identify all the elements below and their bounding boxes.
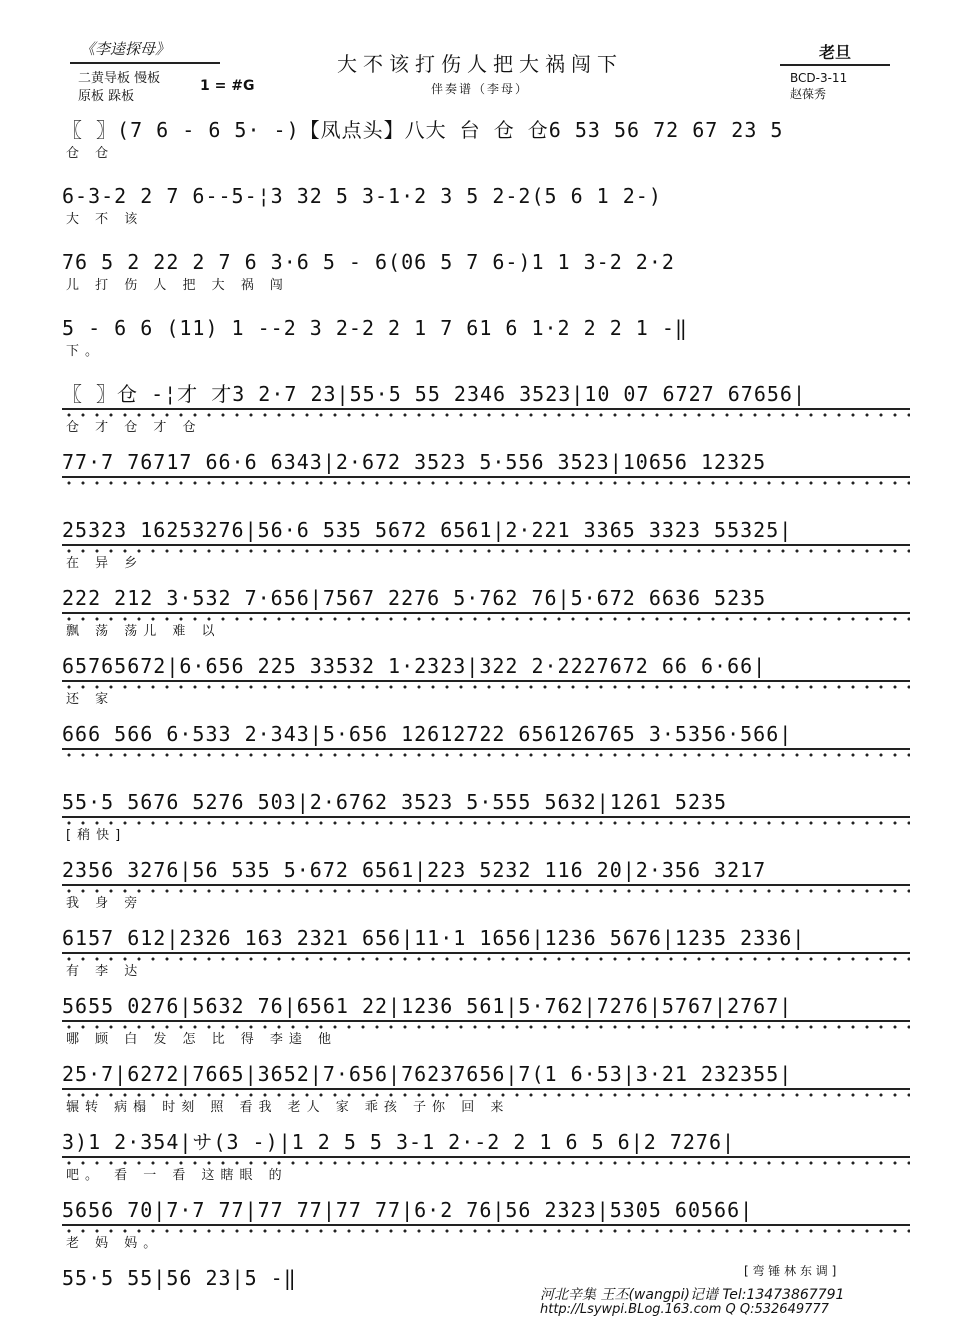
score-line xyxy=(62,1056,910,1118)
notation-row: 65765672|6·656 225 33532 1·2323|322 2·2227672 66 6·66| xyxy=(62,648,910,682)
lyrics-row xyxy=(62,486,910,506)
score-line xyxy=(62,716,910,778)
score-line xyxy=(62,376,910,438)
key-signature: 1 = #G xyxy=(200,78,255,94)
score-line xyxy=(62,1192,910,1254)
score-line xyxy=(62,512,910,574)
contact-credit: http://Lsywpi.BLog.163.com Q Q:532649777 xyxy=(540,1302,829,1317)
lyrics-row: 我 身 旁 xyxy=(66,896,144,911)
notation-row: 3)1 2·354|サ(3 -)|1 2 5 5 3-1 2·-2 2 1 6 5 6|2 7276| xyxy=(62,1124,910,1158)
lyrics-row: 老 妈 妈。 xyxy=(66,1236,163,1251)
lyrics-row: 大 不 该 xyxy=(66,212,144,227)
notation-row: 55·5 5676 5276 503|2·6762 3523 5·555 5632|1261 5235 xyxy=(62,784,910,818)
lyrics-row: 有 李 达 xyxy=(66,964,144,979)
score-line xyxy=(62,112,910,164)
piece-title: 大不该打伤人把大祸闯下 xyxy=(337,52,623,76)
lyrics-row: 吧。 看 一 看 这瞎眼 的 xyxy=(66,1168,288,1183)
score-line xyxy=(62,580,910,642)
arranger-tag: [ 弯 锤 林 东 调 ] xyxy=(744,1264,837,1278)
score-line xyxy=(62,310,910,362)
lyrics-row: 飘 荡 荡儿 难 以 xyxy=(66,624,221,639)
score-line xyxy=(62,920,910,982)
score-body xyxy=(62,112,910,1260)
lyrics-row: 下。 xyxy=(66,344,105,359)
lyrics-row xyxy=(62,758,910,778)
notation-row: 2356 3276|56 535 5·672 6561|223 5232 116 20|2·356 3217 xyxy=(62,852,910,886)
notation-row: 77·7 76717 66·6 6343|2·672 3523 5·556 3523|10656 12325 xyxy=(62,444,910,478)
score-line xyxy=(62,784,910,846)
score-line xyxy=(62,852,910,914)
notation-row: 5656 70|7·7 77|77 77|77 77|6·2 76|56 2323|5305 60566| xyxy=(62,1192,910,1226)
lyrics-row: 辗转 病榻 时刻 照 看我 老人 家 乖孩 子你 回 来 xyxy=(66,1100,510,1115)
notation-row: 6-3-2 2 7 6--5-¦3 32 5 3-1·2 3 5 2-2(5 6 1 2-) xyxy=(62,184,662,208)
performer-name: 赵葆秀 xyxy=(790,87,827,101)
lyrics-row: 仓 仓 xyxy=(66,146,115,161)
notation-row: 76 5 2 22 2 7 6 3·6 5 - 6(06 5 7 6-)1 1 3-2 2·2 xyxy=(62,250,675,274)
score-line xyxy=(62,648,910,710)
catalog-code: BCD-3-11 xyxy=(790,71,848,85)
notation-row: 5 - 6 6 (11) 1 --2 3 2-2 2 1 7 61 6 1·2 2 2 1 -‖ xyxy=(62,316,688,340)
lyrics-row: 哪 顾 白 发 怎 比 得 李逵 他 xyxy=(66,1032,338,1047)
score-footer xyxy=(0,1262,960,1321)
transcriber-credit: 河北辛集 王丕(wangpi)记谱 Tel:13473867791 xyxy=(540,1287,845,1303)
lyrics-row: 还 家 xyxy=(66,692,115,707)
notation-row: 25·7|6272|7665|3652|7·656|76237656|7(1 6·53|3·21 232355| xyxy=(62,1056,910,1090)
notation-row: 6157 612|2326 163 2321 656|11·1 1656|1236 5676|1235 2336| xyxy=(62,920,910,954)
score-header xyxy=(0,0,960,110)
score-line xyxy=(62,244,910,296)
notation-row: 25323 16253276|56·6 535 5672 6561|2·221 3365 3323 55325| xyxy=(62,512,910,546)
score-line xyxy=(62,178,910,230)
tempo-line-1: 二黄导板 慢板 xyxy=(78,71,161,86)
notation-row: 〖 〗仓 -¦才 才3 2·7 23|55·5 55 2346 3523|10 07 6727 67656| xyxy=(62,376,910,410)
piece-subtitle: 伴奏谱（李母） xyxy=(430,82,529,96)
lyrics-row: [稍快] xyxy=(66,828,127,843)
notation-row: 222 212 3·532 7·656|7567 2276 5·762 76|5·672 6636 5235 xyxy=(62,580,910,614)
notation-row: 666 566 6·533 2·343|5·656 12612722 656126765 3·5356·566| xyxy=(62,716,910,750)
score-line xyxy=(62,444,910,506)
role-label: 老旦 xyxy=(818,43,851,62)
score-line xyxy=(62,988,910,1050)
tempo-line-2: 原板 跺板 xyxy=(78,89,135,104)
notation-row: 〖 〗(7 6 - 6 5· -)【凤点头】八大 台 仓 仓6 53 56 72 67 23 5 xyxy=(62,118,784,142)
lyrics-row: 儿 打 伤 人 把 大 祸 闯 xyxy=(66,278,289,293)
final-notes: 55·5 55|56 23|5 -‖ xyxy=(62,1266,297,1290)
performer-info xyxy=(790,70,847,102)
role-rule xyxy=(780,64,890,66)
notation-row: 5655 0276|5632 76|6561 22|1236 561|5·762|7276|5767|2767| xyxy=(62,988,910,1022)
score-line xyxy=(62,1124,910,1186)
opera-title: 《李逵探母》 xyxy=(80,40,171,58)
lyrics-row: 仓 才 仓 才 仓 xyxy=(66,420,202,435)
lyrics-row: 在 异 乡 xyxy=(66,556,144,571)
